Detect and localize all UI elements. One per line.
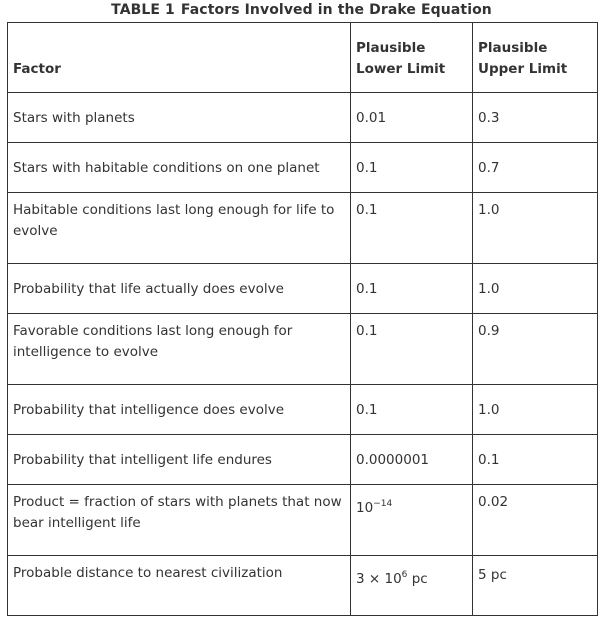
factor-cell: Stars with habitable conditions on one planet [8, 143, 351, 193]
table-row [8, 264, 598, 314]
header-factor: Factor [8, 23, 351, 93]
table-number: TABLE 1 [111, 2, 175, 18]
upper-limit-cell: 0.1 [473, 435, 598, 485]
table-caption [0, 2, 603, 18]
upper-limit-cell: 0.02 [473, 485, 598, 556]
table-row [8, 143, 598, 193]
lower-limit-cell [351, 556, 473, 616]
table-row [8, 385, 598, 435]
factor-cell: Product = fraction of stars with planets that now bear intelligent life [8, 485, 351, 556]
table-row [8, 193, 598, 264]
factor-cell: Probability that intelligence does evolve [8, 385, 351, 435]
upper-limit-cell: 0.9 [473, 314, 598, 385]
table-row [8, 314, 598, 385]
table-row [8, 435, 598, 485]
lower-limit-cell: 0.1 [351, 385, 473, 435]
lower-limit-base: 3 × 10 [356, 571, 402, 587]
lower-limit-exponent: −14 [373, 498, 393, 509]
upper-limit-cell: 1.0 [473, 264, 598, 314]
lower-limit-cell: 0.1 [351, 143, 473, 193]
upper-limit-cell: 1.0 [473, 385, 598, 435]
lower-limit-base: 10 [356, 500, 374, 516]
lower-limit-unit: pc [407, 571, 428, 587]
table-row [8, 485, 598, 556]
factor-cell: Probability that intelligent life endures [8, 435, 351, 485]
drake-equation-table [7, 22, 598, 616]
lower-limit-cell: 0.01 [351, 93, 473, 143]
factor-cell: Habitable conditions last long enough for life to evolve [8, 193, 351, 264]
upper-limit-cell: 0.7 [473, 143, 598, 193]
table-row [8, 556, 598, 616]
lower-limit-cell: 0.0000001 [351, 435, 473, 485]
upper-limit-cell: 0.3 [473, 93, 598, 143]
table-row [8, 93, 598, 143]
upper-limit-cell: 1.0 [473, 193, 598, 264]
lower-limit-cell: 0.1 [351, 193, 473, 264]
lower-limit-cell: 0.1 [351, 314, 473, 385]
factor-cell: Favorable conditions last long enough for intelligence to evolve [8, 314, 351, 385]
factor-cell: Probability that life actually does evolve [8, 264, 351, 314]
table-header-row [8, 23, 598, 93]
lower-limit-cell [351, 485, 473, 556]
factor-cell: Probable distance to nearest civilization [8, 556, 351, 616]
header-lower-limit: Plausible Lower Limit [351, 23, 473, 93]
lower-limit-cell: 0.1 [351, 264, 473, 314]
table-title: Factors Involved in the Drake Equation [180, 2, 492, 18]
header-upper-limit: Plausible Upper Limit [473, 23, 598, 93]
factor-cell: Stars with planets [8, 93, 351, 143]
upper-limit-cell: 5 pc [473, 556, 598, 616]
lower-limit-exponent: 6 [401, 569, 408, 580]
